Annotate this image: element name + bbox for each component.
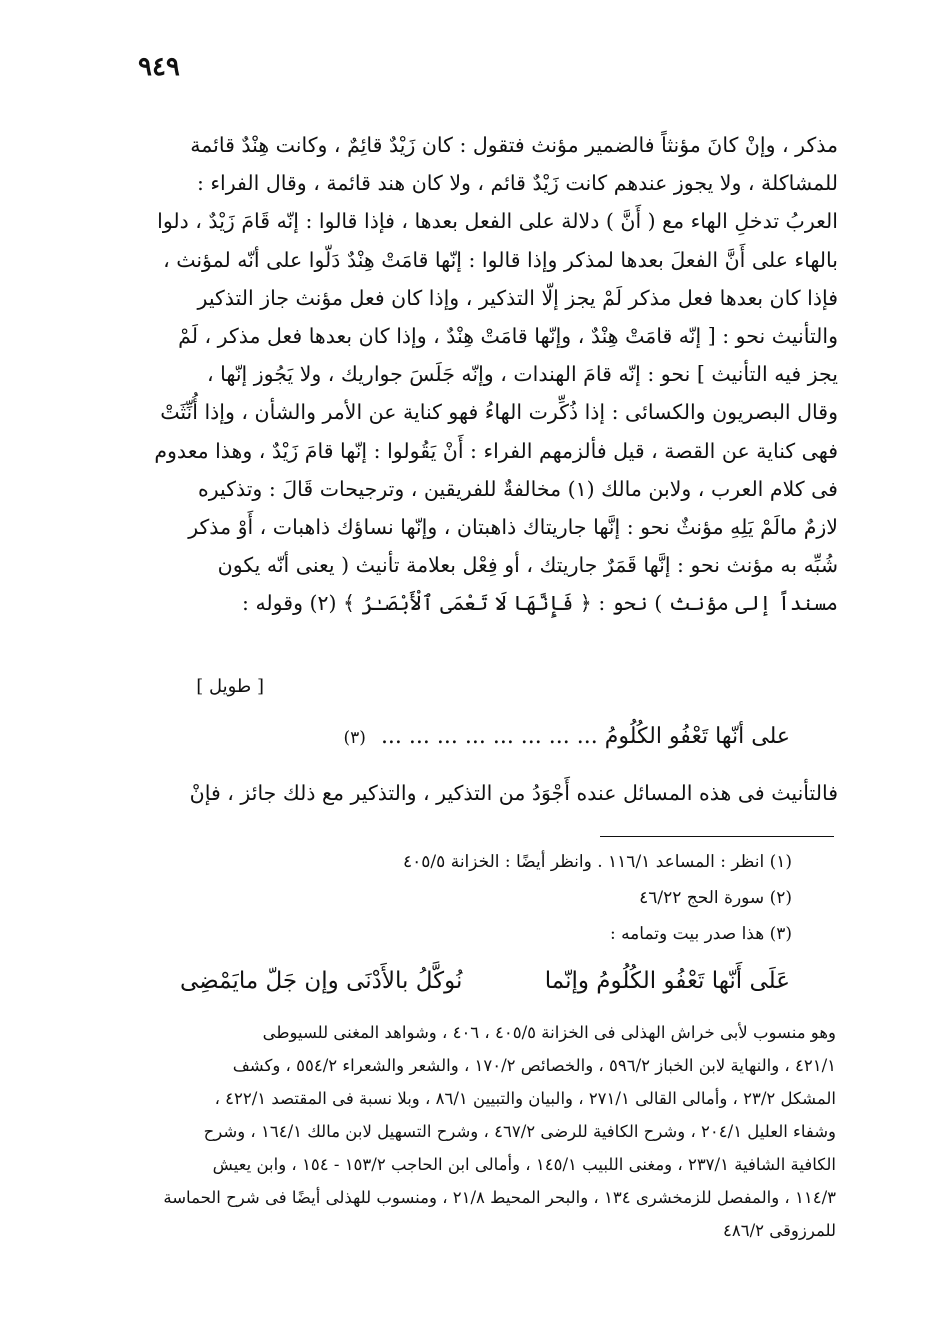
footnote-divider (600, 836, 834, 837)
text-line: فهى كناية عن القصة ، قيل فألزمهم الفراء : أَنْ يَقُولوا : إنّها قامَ زَيْدٌ ، وهذا معدوم (154, 438, 838, 463)
source-line: ٤٢١/١ ، والنهاية لابن الخباز ٥٩٦/٢ ، والخصائص ١٧٠/٢ ، والشعر والشعراء ٥٥٤/٢ ، وكشف (232, 1056, 836, 1075)
source-line: للمرزوقى ٤٨٦/٢ (723, 1221, 836, 1240)
footnote-source (138, 1016, 836, 1247)
main-text (138, 126, 838, 623)
text-line: يجز فيه التأنيث ] نحو : إنّه قامَ الهندات ، وإنّه جَلَسَ جواريك ، ولا يَجُوز إنّها ، (207, 362, 838, 387)
footnote-ref: (٣) (343, 728, 366, 748)
verse-text: على أنّها تَعْفُو الكُلُومُ ... ... ... ... ... ... ... ... (380, 724, 790, 749)
verse-line (190, 724, 790, 749)
source-line: ١١٤/٣ ، والمفصل للزمخشرى ١٣٤ ، والبحر المحيط ٢١/٨ ، ومنسوب للهذلى أيضًا فى شرح الحماسة (163, 1188, 836, 1207)
source-line: وهو منسوب لأبى خراش الهذلى فى الخزانة ٤٠٥/٥ ، ٤٠٦ ، وشواهد المغنى للسيوطى (262, 1023, 836, 1042)
footnote-3: (٣) هذا صدر بيت وتمامه : (609, 924, 792, 944)
text-line: فالتأنيث فى هذه المسائل عنده أَجْوَدُ من التذكير ، والتذكير مع ذلك جائز ، فإنْ (189, 781, 838, 805)
text-line: فإذا كان بعدها فعل مذكر لَمْ يجز إلّا التذكير ، وإذا كان فعل مؤنث جاز التذكير (197, 285, 838, 310)
page-number: ٩٤٩ (138, 52, 180, 82)
source-line: وشفاء العليل ٢٠٤/١ ، وشرح الكافية للرضى ٤٦٧/٢ ، وشرح التسهيل لابن مالك ١٦٤/١ ، وشرح (203, 1122, 836, 1141)
source-line: الكافية الشافية ٢٣٧/١ ، ومغنى اللبيب ١٤٥/١ ، وأمالى ابن الحاجب ١٥٣/٢ - ١٥٤ ، وابن يعيش (212, 1155, 836, 1174)
text-line: شُبِّه به مؤنث نحو : إنَّها قَمَرٌ جاريتك ، أو فِعْل بعلامة تأنيث ( يعنى أنّه يكون (217, 553, 838, 578)
text-line: بالهاء على أَنَّ الفعلَ بعدها لمذكر وإذا قالوا : إنّها قامَتْ هِنْدٌ دَلّوا على أنّه لمؤنث ، (163, 247, 838, 272)
text-line: فى كلام العرب ، ولابن مالك (١) مخالفةٌ للفريقين ، وترجيحات قَالَ : وتذكيره (197, 476, 838, 501)
footnote-2: (٢) سورة الحج ٤٦/٢٢ (639, 888, 792, 908)
text-line: للمشاكلة ، ولا يجوز عندهم كانت زَيْدٌ قائم ، ولا كان هند قائمة ، وقال الفراء : (196, 171, 838, 196)
footnote-verse (180, 968, 790, 994)
footnote-1: (١) انظر : المساعد ١١٦/١ . وانظر أيضًا : الخزانة ٤٠٥/٥ (403, 852, 792, 872)
text-line: مذكر ، وإنْ كانَ مؤنثاً فالضمير مؤنث فتقول : كان زَيْدٌ قائِمٌ ، وكانت هِنْدٌ قائمة (190, 133, 838, 157)
text-line: لازمٌ مالَمْ يَلِهِ مؤنثٌ نحو : إنَّها جاريتاك ذاهبتان ، وإنّها نساؤك ذاهبات ، أَوْ مذكر (188, 515, 838, 540)
text-line: والتأنيث نحو : [ إنّه قامَتْ هِنْدٌ ، وإنّها قامَتْ هِنْدٌ ، وإذا كان بعدها فعل مذكر ، لَمْ (178, 324, 838, 349)
verse-first-hemistich: عَلَى أَنّها تَعْفُو الكُلُومُ وإنّما (544, 968, 790, 994)
text-line: مسنداً إلى مؤنث ) نحو : ﴿ فَإِنَّهَا لَا تَعْمَى ٱلْأَبْصَـٰرُ ﴾ (٢) وقوله : (242, 591, 838, 616)
text-line: وقال البصريون والكسائى : إذا ذُكِّرت الهاءُ فهو كناية عن الأمر والشأن ، وإذا أُنِّثَتْ (160, 400, 838, 425)
text-line: العربُ تدخلِ الهاء مع ( أَنَّ ) دلالة على الفعل بعدها ، فإذا قالوا : إنّه قَامَ زَيْدٌ ، دلوا (157, 209, 838, 234)
verse-second-hemistich: نُوكَّلُ بالأَدْنَى وإن جَلّ مايَمْضِى (180, 968, 463, 994)
meter-label: [ طويل ] (196, 676, 264, 697)
source-line: المشكل ٢٣/٢ ، وأمالى القالى ٢٧١/١ ، والبيان والتبيين ٨٦/١ ، وبلا نسبة فى المقتصد ٤٢٢/١ ، (214, 1089, 836, 1108)
